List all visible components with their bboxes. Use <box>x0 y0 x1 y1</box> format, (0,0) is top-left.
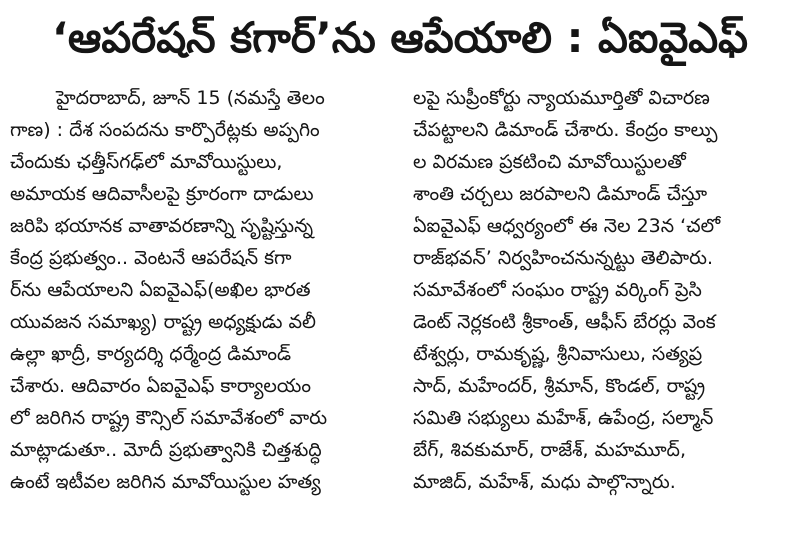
article-line: శాంతి చర్చలు జరపాలని డిమాండ్ చేస్తూ <box>413 183 708 205</box>
article-line: చేందుకు ఛత్తీస్‌గఢ్‌లో మావోయిస్టులు, <box>10 151 283 173</box>
article-line: సమావేశంలో సంఘం రాష్ట్ర వర్కింగ్ ప్రెసి <box>413 279 702 301</box>
article-line: ఉంటే ఇటీవల జరిగిన మావోయిస్టుల హత్య <box>10 471 321 493</box>
article-line: మాట్లాడుతూ.. మోదీ ప్రభుత్వానికి చిత్తశుద్ధి <box>10 439 322 461</box>
article-line: లో జరిగిన రాష్ట్ర కౌన్సిల్ సమావేశంలో వారు <box>10 407 328 429</box>
article-body <box>10 82 790 528</box>
article-line: హైదరాబాద్, జూన్ 15 (నమస్తే తెలం <box>56 87 325 109</box>
article-line: కేంద్ర ప్రభుత్వం.. వెంటనే ఆపరేషన్ కగా <box>10 247 292 269</box>
article-line: ఉల్లా ఖాద్రీ, కార్యదర్శి ధర్మేంద్ర డిమాండ్ <box>10 343 292 365</box>
article-line: యువజన సమాఖ్య) రాష్ట్ర అధ్యక్షుడు వలీ <box>10 311 316 333</box>
article-line: గాణ) : దేశ సంపదను కార్పొరేట్లకు అప్పగిం <box>10 119 320 141</box>
article-line: టేశ్వర్లు, రామకృష్ణ, శ్రీనివాసులు, సత్యప్ర <box>413 343 703 365</box>
article-line: డెంట్ నెర్లకంటి శ్రీకాంత్, ఆఫీస్ బేరర్లు వెంక <box>413 311 716 333</box>
article-line: లపై సుప్రీంకోర్టు న్యాయమూర్తితో విచారణ <box>413 87 710 109</box>
article-line: చేశారు. ఆదివారం ఏఐవైఎఫ్ కార్యాలయం <box>10 375 311 397</box>
article-line: మాజిద్, మహేశ్, మధు పాల్గొన్నారు. <box>413 471 676 493</box>
article-line: చేపట్టాలని డిమాండ్ చేశారు. కేంద్రం కాల్పు <box>413 119 718 141</box>
article-line: జరిపి భయానక వాతావరణాన్ని సృష్టిస్తున్న <box>10 215 314 237</box>
article-column-left <box>10 82 387 528</box>
article-line: ఏఐవైఎఫ్ ఆధ్వర్యంలో ఈ నెల 23న ‘చలో <box>413 215 721 237</box>
article-line: ర్‌ను ఆపేయాలని ఏఐవైఎఫ్(అఖిల భారత <box>10 279 311 301</box>
article-line: సాద్, మహేందర్, శ్రీమాన్, కొండల్, రాష్ట్ర <box>413 375 706 397</box>
article-line: రాజ్‌భవన్’ నిర్వహించనున్నట్టు తెలిపారు. <box>413 247 714 269</box>
article-line: సమితి సభ్యులు మహేశ్, ఉపేంద్ర, సల్మాన్ <box>413 407 714 429</box>
article-line: బేగ్, శివకుమార్, రాజేశ్, మహమూద్, <box>413 439 687 461</box>
article-line: అమాయక ఆదివాసీలపై క్రూరంగా దాడులు <box>10 183 314 205</box>
article-column-right <box>413 82 790 528</box>
article-line: ల విరమణ ప్రకటించి మావోయిస్టులతో <box>413 151 686 173</box>
headline: ‘ఆపరేషన్ కగార్’ను ఆపేయాలి : ఏఐవైఎఫ్ <box>51 13 749 62</box>
